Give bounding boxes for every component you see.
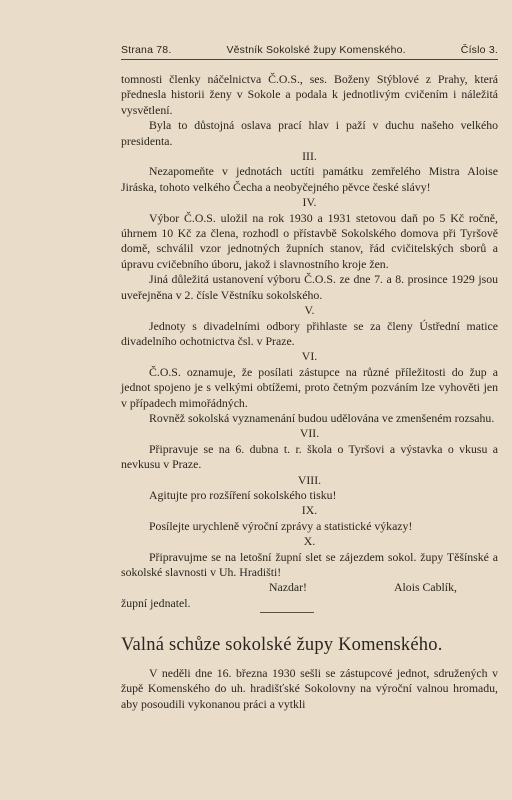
paragraph: Č.O.S. oznamuje, že posílati zástupce na různé příležitosti do žup a jednot spojeno je s velkými obtížemi, proto četným pozváním lze vyhověti jen v případech mimořádných.: [121, 364, 498, 410]
section-numeral: VI.: [301, 349, 318, 364]
paragraph: Jednoty s divadelními odbory přihlaste se za členy Ústřední matice divadelního ochotnictva čsl. v Praze.: [121, 318, 498, 348]
paragraph: Posílejte urychleně výroční zprávy a statistické výkazy!: [149, 518, 413, 533]
section-numeral: X.: [303, 534, 316, 549]
paragraph: Byla to důstojná oslava prací hlav i paží v duchu našeho velkého presidenta.: [121, 118, 498, 148]
greeting: Nazdar!: [269, 580, 307, 595]
paragraph: Nezapomeňte v jednotách uctíti památku zemřelého Mistra Aloise Jiráska, tohoto velkého Čecha a neobyčejného pěvce české slávy!: [121, 164, 498, 194]
section-divider: [260, 612, 314, 613]
page-number: Strana 78.: [121, 44, 172, 56]
article-body: [121, 666, 498, 712]
section-numeral: V.: [304, 303, 315, 318]
paragraph: Připravujme se na letošní župní slet se zájezdem sokol. župy Těšínské a sokolské slavnosti v Uh. Hradišti!: [121, 549, 498, 579]
paragraph: Jiná důležitá ustanovení výboru Č.O.S. ze dne 7. a 8. prosince 1929 jsou uveřejněna v 2. čísle Věstníku sokolského.: [121, 272, 498, 302]
paragraph: Rovněž sokolská vyznamenání budou udělována ve zmenšeném rozsahu.: [149, 410, 495, 425]
issue-number: Číslo 3.: [460, 44, 498, 56]
paragraph: tomnosti členky náčelnictva Č.O.S., ses. Boženy Stýblové z Prahy, která přednesla historii ženy v Sokole a podala k jednotlivým cvičením i náležitá vysvětlení.: [121, 72, 498, 117]
section-numeral: VIII.: [297, 472, 322, 487]
article-title: Valná schůze sokolské župy Komenského.: [121, 635, 443, 655]
paragraph: Výbor Č.O.S. uložil na rok 1930 a 1931 stetovou daň po 5 Kč ročně, úhrnem 10 Kč za člena, rozhodl o přístavbě Sokolského domova při Tyršově domě, schválil vzor jednotných župních stanov, řád cvičitelských sborů a úpravu cvičebního úboru, jakož i slavnostního kroje žen.: [121, 210, 498, 271]
header-rule: [121, 59, 498, 60]
section-numeral: IX.: [301, 503, 318, 518]
paragraph: Připravuje se na 6. dubna t. r. škola o Tyršovi a výstavka o vkusu a nevkusu v Praze.: [121, 441, 498, 472]
signature-block: [121, 580, 498, 611]
section-numeral: III.: [302, 149, 317, 164]
article-paragraph: V neděli dne 16. března 1930 sešli se zástupcové jednot, sdružených v župě Komenského do uh. hradišťské Sokolovny na výroční valnou hromadu, aby posoudili vykonanou práci a vytkli: [121, 666, 498, 711]
page-header: [121, 44, 498, 56]
paragraph: Agitujte pro rozšíření sokolského tisku!: [149, 487, 337, 502]
section-numeral: VII.: [299, 426, 320, 441]
signature-role: župní jednatel.: [121, 595, 191, 610]
announcements-body: [121, 72, 498, 611]
journal-title: Věstník Sokolské župy Komenského.: [226, 44, 406, 56]
section-numeral: IV.: [302, 195, 317, 210]
signature-name: Alois Cablík,: [394, 580, 457, 595]
